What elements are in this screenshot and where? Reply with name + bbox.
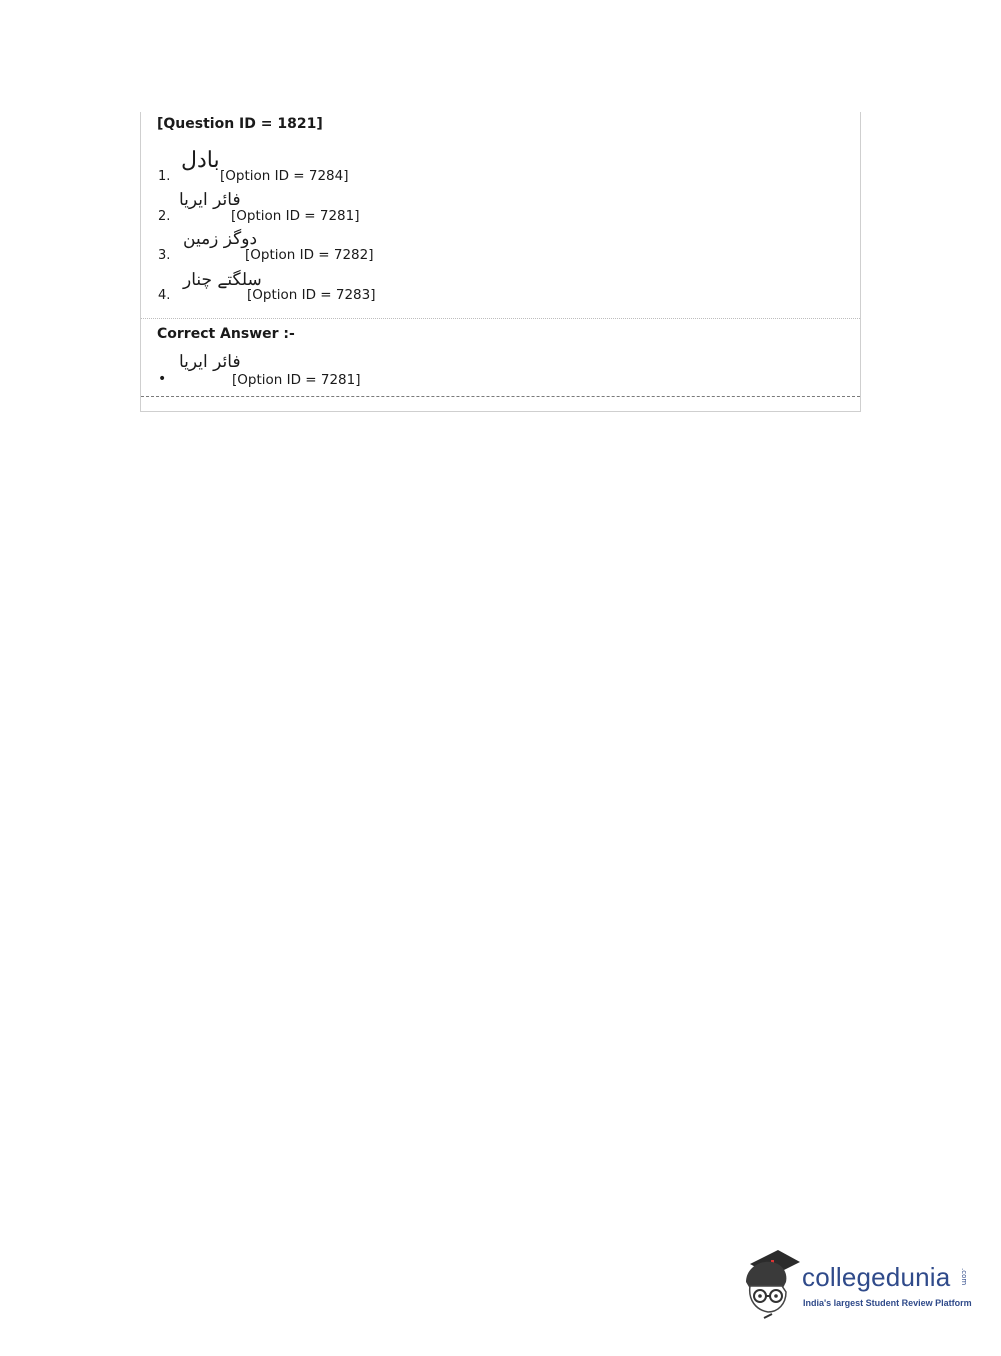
option-number: 3. (158, 248, 171, 263)
option-item-2 (157, 188, 557, 224)
question-card (140, 112, 861, 412)
brand-name: collegedunia (802, 1262, 951, 1292)
option-urdu-text: دوگز زمین (183, 229, 258, 249)
option-number: 1. (158, 169, 171, 184)
option-item-3 (157, 227, 557, 263)
correct-answer-item (157, 348, 557, 388)
brand-domain: .com (960, 1268, 968, 1286)
bullet-icon: • (158, 371, 167, 387)
option-urdu-text: سلگتے چنار (183, 270, 262, 290)
option-id-label: [Option ID = 7284] (220, 168, 349, 184)
correct-answer-urdu-text: فائر ایریا (179, 352, 241, 372)
collegedunia-logo (742, 1246, 972, 1322)
section-divider (141, 318, 860, 319)
option-number: 2. (158, 209, 171, 224)
option-urdu-text: بادل (181, 148, 220, 173)
option-urdu-text: فائر ایریا (179, 190, 241, 210)
correct-answer-title: Correct Answer :- (157, 326, 295, 342)
correct-answer-option-id: [Option ID = 7281] (232, 372, 361, 388)
brand-tagline: India's largest Student Review Platform (803, 1298, 972, 1308)
option-id-label: [Option ID = 7282] (245, 247, 374, 263)
dashed-separator (141, 396, 860, 397)
option-item-1 (157, 148, 557, 184)
option-id-label: [Option ID = 7281] (231, 208, 360, 224)
option-item-4 (157, 267, 557, 303)
option-number: 4. (158, 288, 171, 303)
student-mascot-icon (742, 1246, 802, 1322)
question-id-header: [Question ID = 1821] (157, 116, 323, 132)
option-id-label: [Option ID = 7283] (247, 287, 376, 303)
